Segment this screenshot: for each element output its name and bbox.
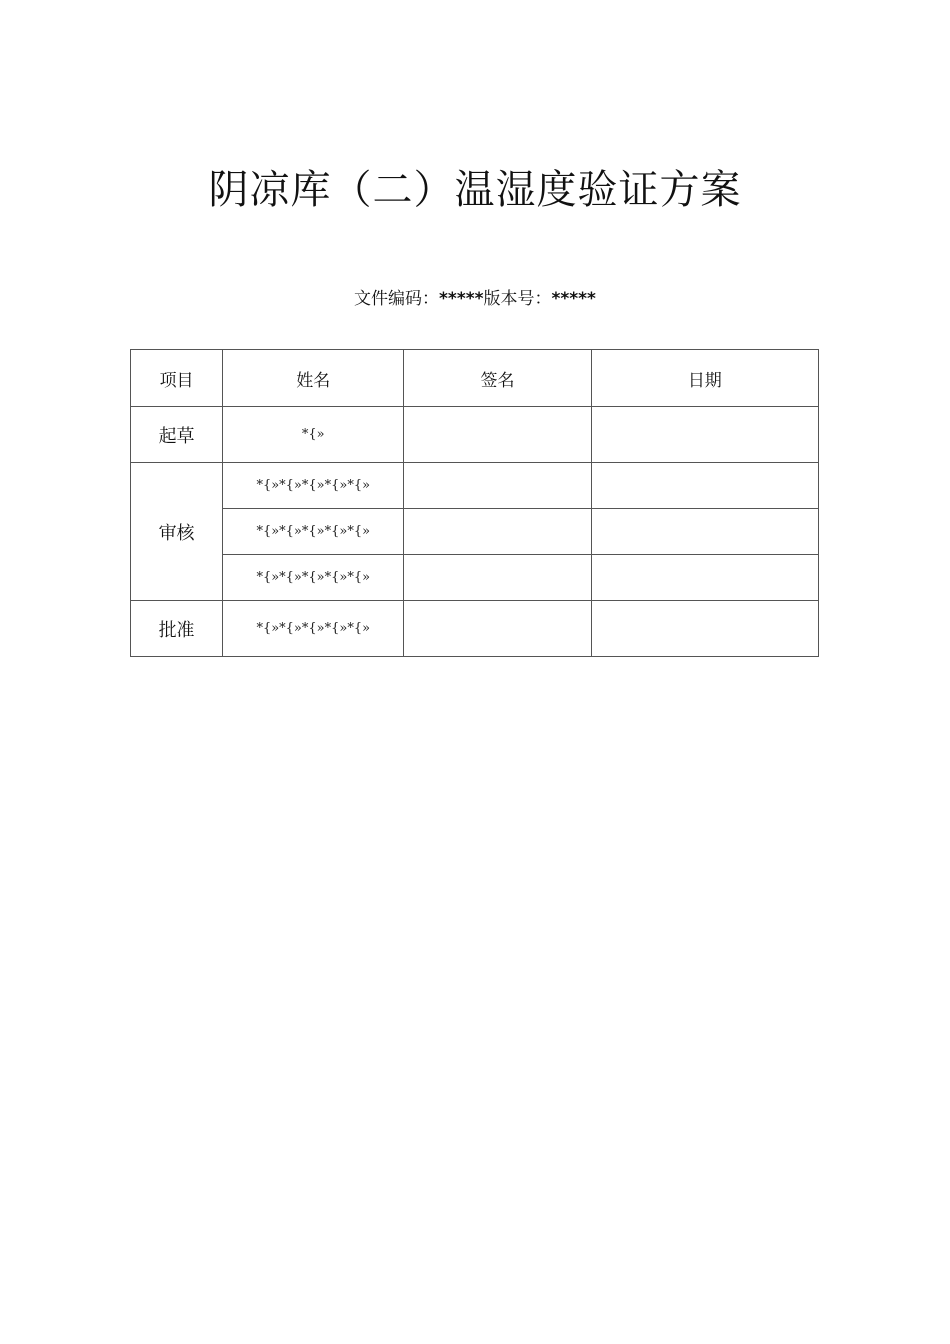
table-row-approve xyxy=(131,601,819,657)
draft-signature-cell[interactable] xyxy=(404,407,591,463)
table-row-review-3 xyxy=(131,555,819,601)
review-date-cell-1[interactable] xyxy=(591,463,818,509)
document-title: 阴凉库（二）温湿度验证方案 xyxy=(208,167,742,213)
draft-name-cell: *{» xyxy=(223,407,404,463)
table-row-review-1 xyxy=(131,463,819,509)
table-row-review-2 xyxy=(131,509,819,555)
approve-signature-cell[interactable] xyxy=(404,601,591,657)
review-signature-cell-2[interactable] xyxy=(404,509,591,555)
review-date-cell-3[interactable] xyxy=(591,555,818,601)
review-date-cell-2[interactable] xyxy=(591,509,818,555)
header-name: 姓名 xyxy=(223,350,404,407)
review-name-cell-1: *{»*{»*{»*{»*{» xyxy=(223,463,404,509)
review-name-cell-2: *{»*{»*{»*{»*{» xyxy=(223,509,404,555)
review-signature-cell-3[interactable] xyxy=(404,555,591,601)
version-label: 版本号： xyxy=(483,289,552,309)
review-signature-cell-1[interactable] xyxy=(404,463,591,509)
version-value: ***** xyxy=(551,289,596,309)
header-date: 日期 xyxy=(591,350,818,407)
document-meta xyxy=(0,287,950,311)
table-header-row xyxy=(131,350,819,407)
approve-date-cell[interactable] xyxy=(591,601,818,657)
draft-date-cell[interactable] xyxy=(591,407,818,463)
row-label-draft: 起草 xyxy=(131,407,223,463)
row-label-approve: 批准 xyxy=(131,601,223,657)
table-row-draft xyxy=(131,407,819,463)
row-label-review: 审核 xyxy=(131,463,223,601)
header-item: 项目 xyxy=(131,350,223,407)
approval-table xyxy=(130,349,819,657)
header-signature: 签名 xyxy=(404,350,591,407)
file-code-label: 文件编码： xyxy=(354,289,440,309)
review-name-cell-3: *{»*{»*{»*{»*{» xyxy=(223,555,404,601)
file-code-value: ***** xyxy=(439,289,484,309)
approve-name-cell: *{»*{»*{»*{»*{» xyxy=(223,601,404,657)
